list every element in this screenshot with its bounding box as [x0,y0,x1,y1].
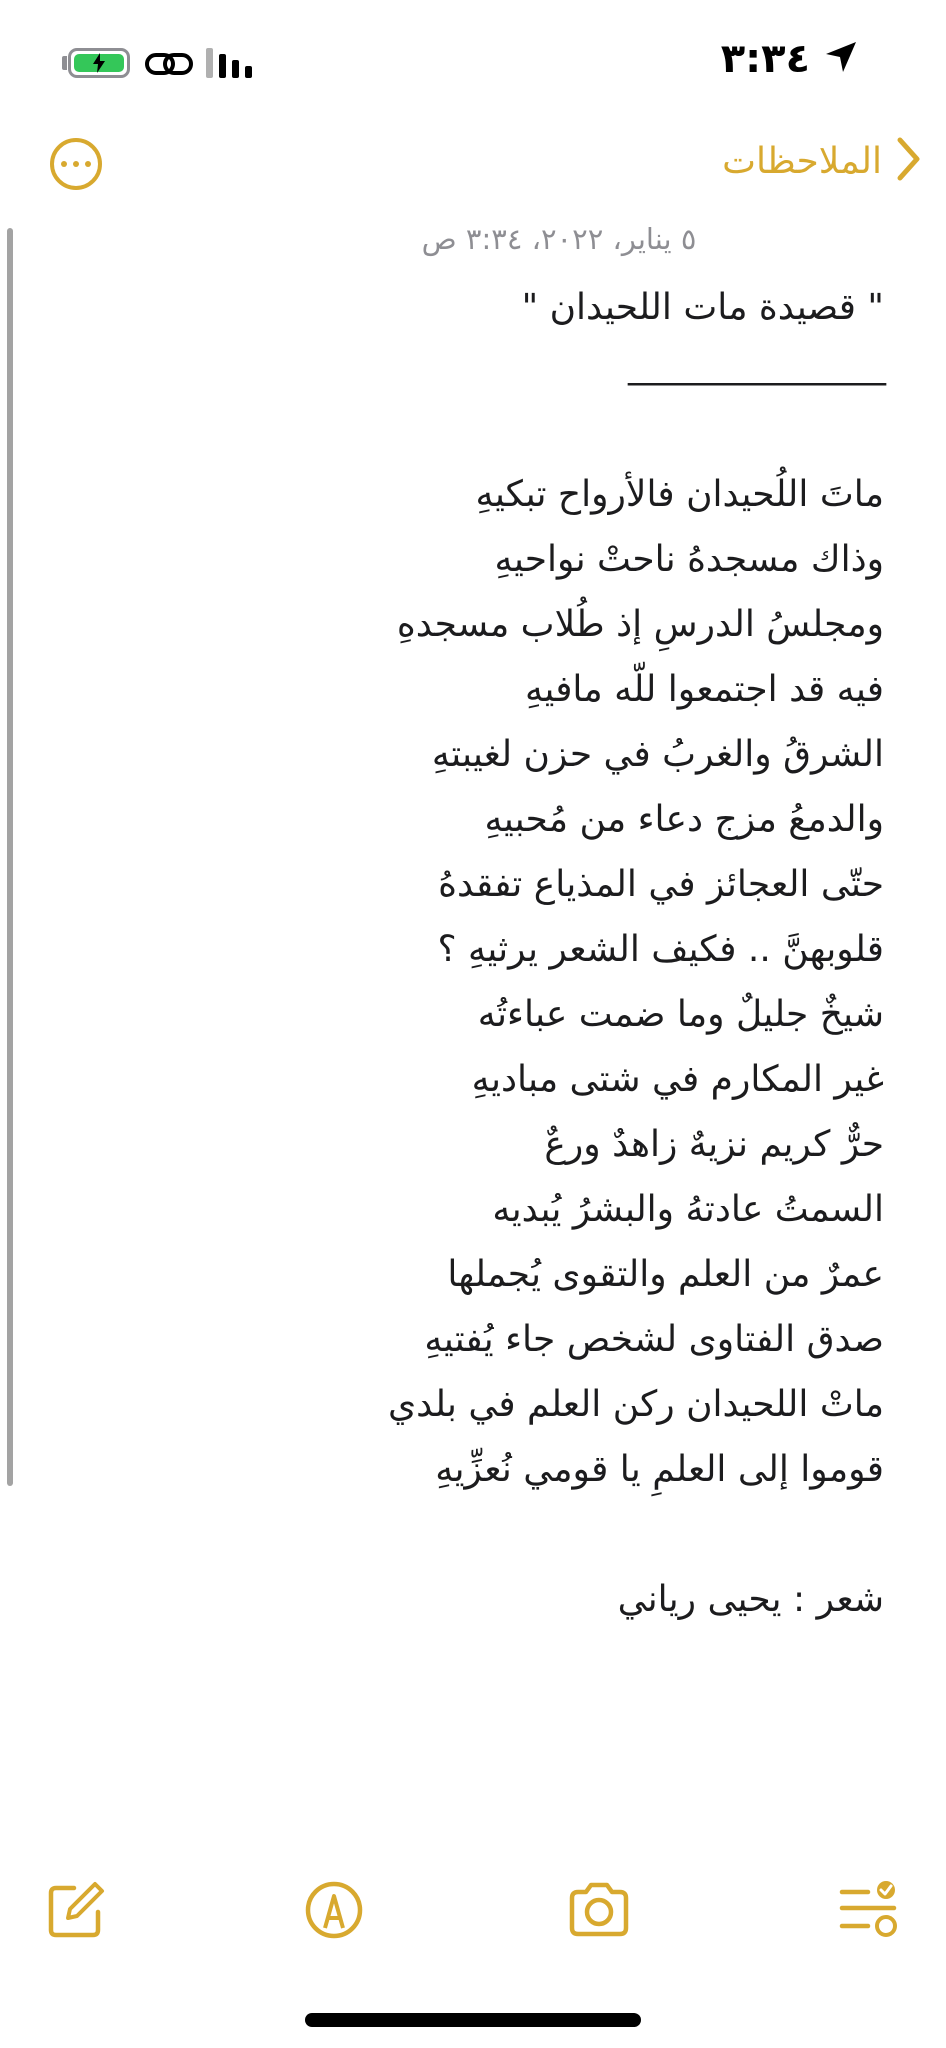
camera-icon[interactable] [566,1880,632,1940]
location-arrow-icon [824,40,858,78]
back-button[interactable] [722,136,922,186]
link-icon [144,48,194,84]
note-date: ٥ يناير، ٢٠٢٢، ٣:٣٤ ص [421,222,697,256]
bottom-toolbar [0,1880,946,1960]
note-title: " قصيدة مات اللحيدان " [521,287,884,328]
scroll-indicator[interactable] [7,228,13,1486]
time-group [721,36,858,82]
note-divider: ________________ [628,345,884,386]
battery-charging-icon [68,48,130,78]
poem-line: قوموا إلى العلمِ يا قومي نُعزِّيهِ [435,1449,884,1490]
poem-line: فيه قد اجتمعوا للّه مافيهِ [525,669,884,710]
poem-line: الشرقُ والغربُ في حزن لغيبتهِ [431,734,884,775]
poem-line: حتّى العجائز في المذياع تفقدهُ [438,864,884,905]
poem-line: قلوبهنَّ .. فكيف الشعر يرثيهِ ؟ [437,929,884,970]
checklist-icon[interactable] [838,1880,898,1940]
poem-line: غير المكارم في شتى مباديهِ [471,1059,884,1100]
home-indicator[interactable] [305,2013,641,2027]
status-bar [0,0,946,120]
nav-bar [0,130,946,210]
chevron-back-icon [896,136,922,186]
more-options-button[interactable] [50,138,102,190]
status-time: ٣:٣٤ [720,36,810,82]
poem-line: السمتُ عادتهُ والبشرُ يُبديه [492,1189,884,1230]
poem-line: حرٌّ كريم نزيهٌ زاهدٌ ورعٌ [544,1124,884,1165]
compose-icon[interactable] [46,1880,106,1940]
note-body[interactable] [124,222,884,1632]
poem-line: صدق الفتاوى لشخص جاء يُفتيهِ [424,1319,884,1360]
poem-line: شيخٌ جليلٌ وما ضمت عباءتُه [477,994,884,1035]
poem-line: والدمعُ مزج دعاء من مُحبيهِ [484,799,884,840]
poem-line: عمرٌ من العلم والتقوى يُجملها [447,1254,884,1295]
poem-attribution: شعر : يحيى رياني [617,1579,884,1620]
battery-cap [62,56,67,70]
poem-line: ماتْ اللحيدان ركن العلم في بلدي [387,1384,884,1425]
poem-line: وذاك مسجدهُ ناحتْ نواحيهِ [494,539,884,580]
poem [124,462,884,1502]
markup-pen-icon[interactable] [304,1880,364,1940]
poem-line: ومجلسُ الدرسِ إذ طُلاب مسجدهِ [396,604,884,645]
cellular-signal-icon [206,48,252,78]
back-label: الملاحظات [722,140,882,182]
poem-line: ماتَ اللُحيدان فالأرواح تبكيهِ [475,474,884,515]
